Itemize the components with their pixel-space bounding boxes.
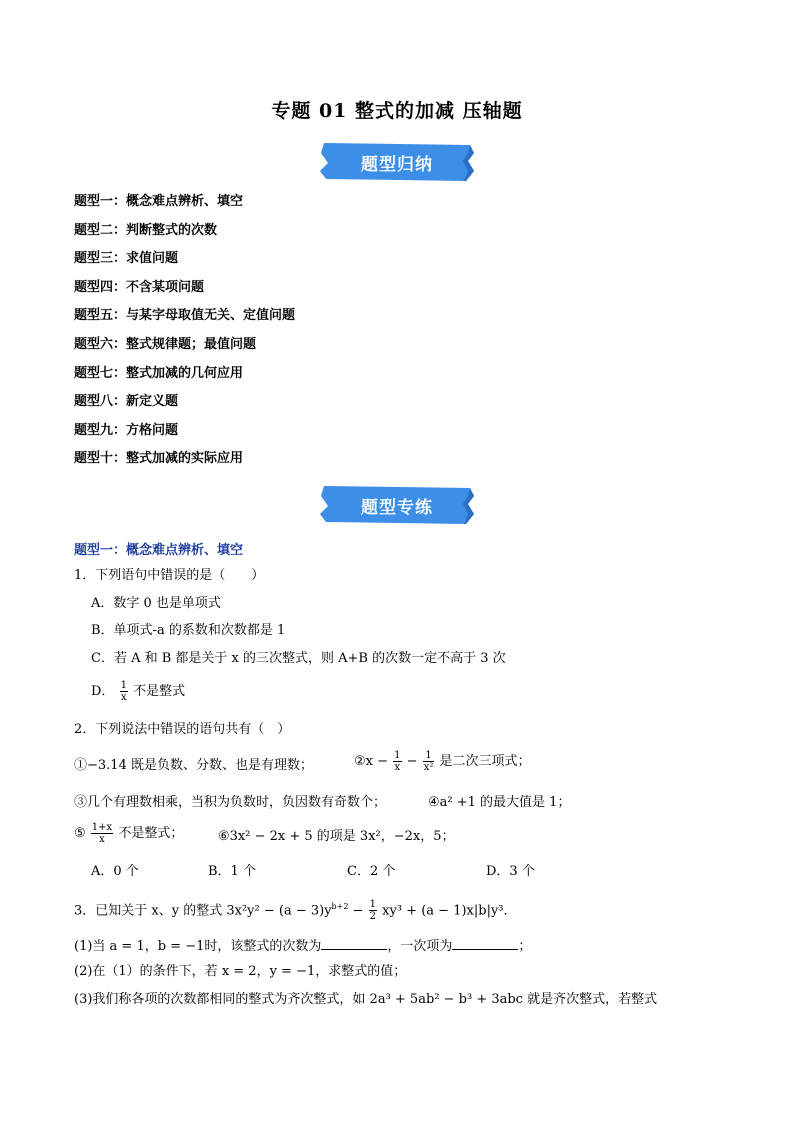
list-item: 题型四：不含某项问题	[74, 279, 205, 295]
list-item: 题型八：新定义题	[74, 394, 179, 410]
list-item: 题型五：与某字母取值无关、定值问题	[74, 308, 296, 324]
q3-stem	[74, 898, 517, 922]
q2-s5-suffix: 不是整式；	[118, 826, 184, 841]
q3-stem-exponent: b+2	[331, 902, 349, 911]
q2-option-b: B．1 个	[208, 864, 256, 879]
q3-stem-suffix: xy³ + (a − 1)x|b|y³．	[382, 903, 517, 919]
summary-banner-label: 题型归纳	[361, 155, 433, 175]
fraction-numerator: 1	[120, 680, 127, 691]
list-item: 题型十：整式加减的实际应用	[74, 451, 244, 467]
fraction	[423, 750, 435, 773]
q2-statement-6: ⑥3x² − 2x + 5 的项是 3x²，−2x，5；	[218, 829, 455, 844]
q2-stem: 2．下列说法中错误的语句共有（ ）	[74, 722, 291, 737]
list-item: 题型六：整式规律题；最值问题	[74, 336, 257, 352]
q2-option-d: D．3 个	[486, 864, 535, 879]
q2-s5-prefix: ⑤	[74, 826, 86, 841]
q2-option-a: A．0 个	[91, 864, 139, 879]
q3-stem-prefix: 3．已知关于 x、y 的整式 3x²y² − (a − 3)y	[74, 903, 332, 919]
q3-stem-mid: −	[352, 903, 364, 919]
list-item: 题型一：概念难点辨析、填空	[74, 194, 244, 209]
section-heading: 题型一：概念难点辨析、填空	[74, 543, 244, 558]
list-item: 题型三：求值问题	[74, 251, 179, 267]
q1-option-b: B．单项式-a 的系数和次数都是 1	[91, 623, 286, 638]
fraction-numerator: 1	[423, 750, 435, 762]
q1-option-d	[91, 680, 185, 703]
practice-banner-label: 题型专练	[361, 498, 433, 518]
q2-statement-4: ④a² +1 的最大值是 1；	[428, 795, 571, 810]
fraction-denominator: x	[99, 834, 105, 845]
q3-part-1	[74, 937, 531, 956]
fraction	[369, 899, 377, 922]
fraction-denominator: x	[394, 762, 401, 773]
q1-option-c: C．若 A 和 B 都是关于 x 的三次整式，则 A+B 的次数一定不高于 3 次	[91, 651, 506, 666]
q2-statement-3: ③几个有理数相乘，当积为负数时，负因数有奇数个；	[74, 795, 387, 810]
q2-option-c: C．2 个	[347, 864, 396, 879]
answer-blank[interactable]	[321, 937, 387, 950]
q1-option-a: A．数字 0 也是单项式	[91, 596, 221, 611]
q2-statement-2	[354, 750, 531, 773]
q2-statement-1: ①−3.14 既是负数、分数、也是有理数；	[74, 758, 313, 773]
q2-statement-5	[74, 822, 183, 845]
page-title: 专题 01 整式的加减 压轴题	[271, 100, 523, 122]
q2-s2-prefix: ②x −	[354, 754, 389, 769]
answer-blank[interactable]	[452, 937, 518, 950]
q3-part-3: (3)我们称各项的次数都相同的整式为齐次整式，如 2a³ + 5ab² − b³ + 3abc 就是齐次整式，若整式	[74, 992, 658, 1007]
q1-stem: 1．下列语句中错误的是（ ）	[74, 568, 265, 583]
q3-p1-text-a: (1)当 a = 1，b = −1时，该整式的次数为	[74, 939, 322, 954]
q1-option-d-suffix: 不是整式	[133, 684, 186, 699]
fraction	[120, 680, 128, 703]
q3-part-2: (2)在（1）的条件下，若 x = 2，y = −1，求整式的值；	[74, 964, 407, 979]
q1-option-d-prefix: D．	[91, 684, 115, 699]
fraction-denominator: x²	[423, 762, 434, 773]
list-item: 题型七：整式加减的几何应用	[74, 365, 244, 381]
summary-banner	[318, 141, 476, 183]
list-item: 题型九：方格问题	[74, 422, 179, 438]
fraction-numerator: 1	[394, 750, 401, 761]
q2-s2-minus: −	[406, 754, 418, 769]
q2-s2-suffix: 是二次三项式；	[439, 754, 531, 769]
fraction	[393, 750, 401, 773]
practice-banner	[318, 484, 476, 526]
fraction-denominator: 2	[369, 911, 377, 923]
q3-p1-text-b: ，一次项为	[387, 939, 453, 954]
fraction	[91, 822, 113, 845]
fraction-numerator: 1	[369, 899, 377, 911]
fraction-numerator: 1+x	[91, 822, 113, 833]
q3-p1-text-c: ；	[518, 939, 532, 954]
category-list	[74, 192, 295, 478]
list-item: 题型二：判断整式的次数	[74, 222, 218, 238]
fraction-denominator: x	[120, 692, 127, 703]
